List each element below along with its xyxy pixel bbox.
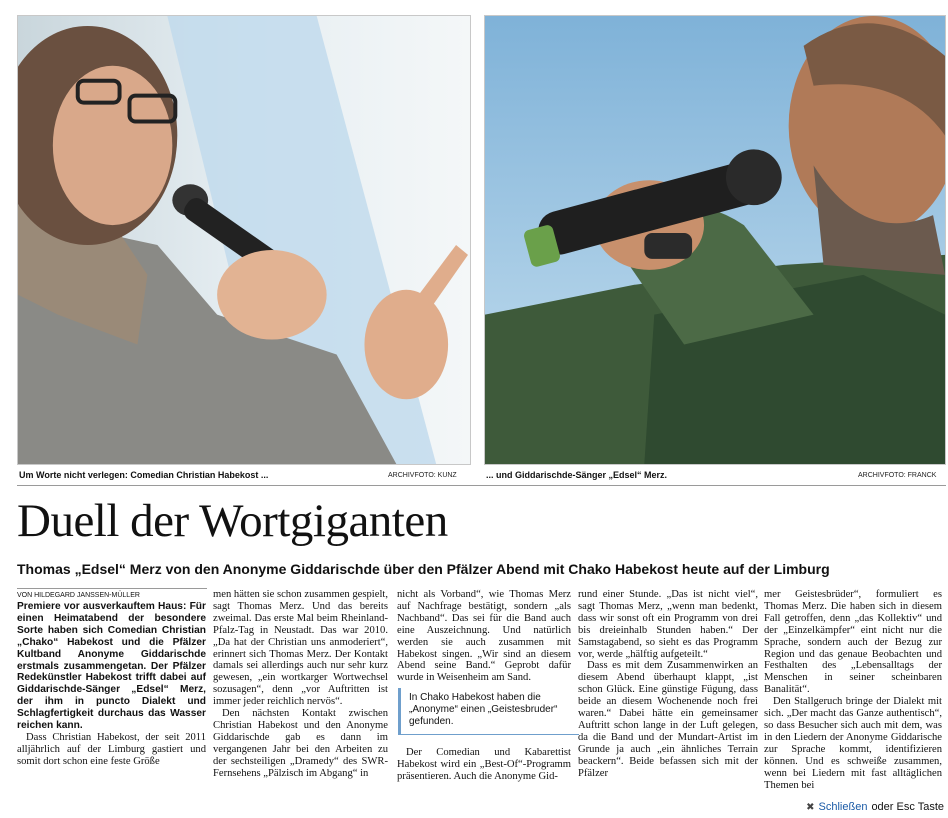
photo-caption-right: ... und Giddarischde-Sänger „Edsel“ Merz. (486, 470, 668, 480)
pull-quote: In Chako Habekost haben die „Anonyme“ einen „Geistesbruder“ gefunden. (398, 688, 579, 735)
article-column-5 (764, 589, 942, 791)
photo-comedian (17, 15, 471, 465)
article-column-4 (578, 589, 758, 780)
caption-rule (17, 485, 946, 486)
article-column-3 (397, 589, 571, 684)
article-column-1 (17, 601, 206, 768)
body-paragraph: Der Comedian und Kabarettist Habekost wird ein „Best-Of“-Programm präsentieren. Auch die Anonyme Gid- (397, 747, 571, 782)
esc-hint: oder Esc Taste (871, 801, 944, 813)
subheadline: Thomas „Edsel“ Merz von den Anonyme Giddarischde über den Pfälzer Abend mit Chako Habekost heute auf der Limburg (17, 561, 830, 577)
photo-credit-right: ARCHIVFOTO: FRANCK (858, 472, 937, 479)
article-column-2 (213, 589, 388, 780)
close-button[interactable]: Schließen (818, 801, 868, 813)
article-column-3-continued (397, 747, 571, 783)
photo-caption-left: Um Worte nicht verlegen: Comedian Christian Habekost ... (19, 470, 269, 480)
body-paragraph: mer Geistesbrüder“, formuliert es Thomas Merz. Die haben sich in diesem Fall getroffen, denn „das Kollektiv“ und der „Einzelkämpfer“ eint nicht nur die Sprache, sondern auch der Bezug zur Region und das genaue Beobachten und Festhalten des „Lebensalltags der Menschen in seiner scheinbaren Banalität“. (764, 589, 942, 696)
lead-paragraph: Premiere vor ausverkauftem Haus: Für einen Heimatabend der besondere Sorte haben sich Comedian Christian „Chako“ Habekost und die Pfälzer Kultband Anonyme Giddarischde erstmals zusammengetan. Der Pfälzer Redekünstler Habekost trifft dabei auf Giddarischde-Sänger „Edsel“ Merz, der ihm in puncto Dialekt und Schlagfertigkeit durchaus das Wasser reichen kann. (17, 601, 206, 732)
headline: Duell der Wortgiganten (17, 495, 448, 547)
body-paragraph: Den nächsten Kontakt zwischen Christian Habekost und den Anonyme Giddarischde gab es dann im vergangenen Jahr bei den Arbeiten zu der sechsteiligen „Dramedy“ des SWR-Fernsehens „Pälzisch im Abgang“ in (213, 708, 388, 779)
close-overlay-bar (794, 796, 948, 818)
body-paragraph: rund einer Stunde. „Das ist nicht viel“, sagt Thomas Merz, „wenn man bedenkt, dass wir sonst oft ein Programm von drei bis dreieinhalb Stunden haben.“ Der Samstagabend, so sieht es das Programm vor, werde „hälftig aufgeteilt.“ (578, 589, 758, 660)
body-paragraph: Dass es mit dem Zusammenwirken an diesem Abend überhaupt klappt, „ist schon Glück. Eine günstige Fügung, dass beide an diesem Wochenende noch frei waren.“ Dabei hätte ein gemeinsamer Auftritt schon lange in der Luft gelegen, da die Band und der Mundart-Artist im Grunde ja auch „ein ähnliches Terrain beackern“. Beide befassen sich mit der Pfälzer (578, 660, 758, 779)
body-paragraph: Dass Christian Habekost, der seit 2011 alljährlich auf der Limburg gastiert und somit dort schon eine feste Größe (17, 731, 206, 767)
photo-credit-left: ARCHIVFOTO: KUNZ (388, 472, 457, 479)
close-x-icon[interactable]: ✖ (806, 801, 815, 813)
byline: VON HILDEGARD JANSSEN-MÜLLER (17, 588, 207, 599)
body-paragraph: nicht als Vorband“, wie Thomas Merz auf Nachfrage bestätigt, sondern „als Nachband“. Das sei für die Band auch eine Auszeichnung. Und natürlich werden sie auch zusammen mit Habekost singen. „Wir sind an diesem Abend seine Band.“ Geprobt dafür wurde in Weisenheim am Sand. (397, 589, 571, 684)
photo-comedian-image (18, 16, 470, 464)
photo-singer-image (485, 16, 945, 464)
photo-singer (484, 15, 946, 465)
body-paragraph: Den Stallgeruch bringe der Dialekt mit sich. „Der macht das Ganze authentisch“, so dass Besucher sich auch mit dem, was in den Liedern der Anonyme Giddarische zur Sprache kommt, identifizieren können. Und es schweiße zusammen, wenn bei Liedern mit fast alltäglichen Themen bei (764, 696, 942, 791)
body-paragraph: men hätten sie schon zusammen gespielt, sagt Thomas Merz. Und das bereits zweimal. Das erste Mal beim Rheinland-Pfalz-Tag in Neustadt. Das war 2010. „Da hat der Christian uns anmoderiert“, erinnert sich Thomas Merz. Der Kontakt damals sei allerdings auch nur sehr kurz gewesen, „ein wortkarger Wortwechsel sozusagen“, denn „vor Auftritten ist immer jeder reichlich nervös“. (213, 589, 388, 708)
